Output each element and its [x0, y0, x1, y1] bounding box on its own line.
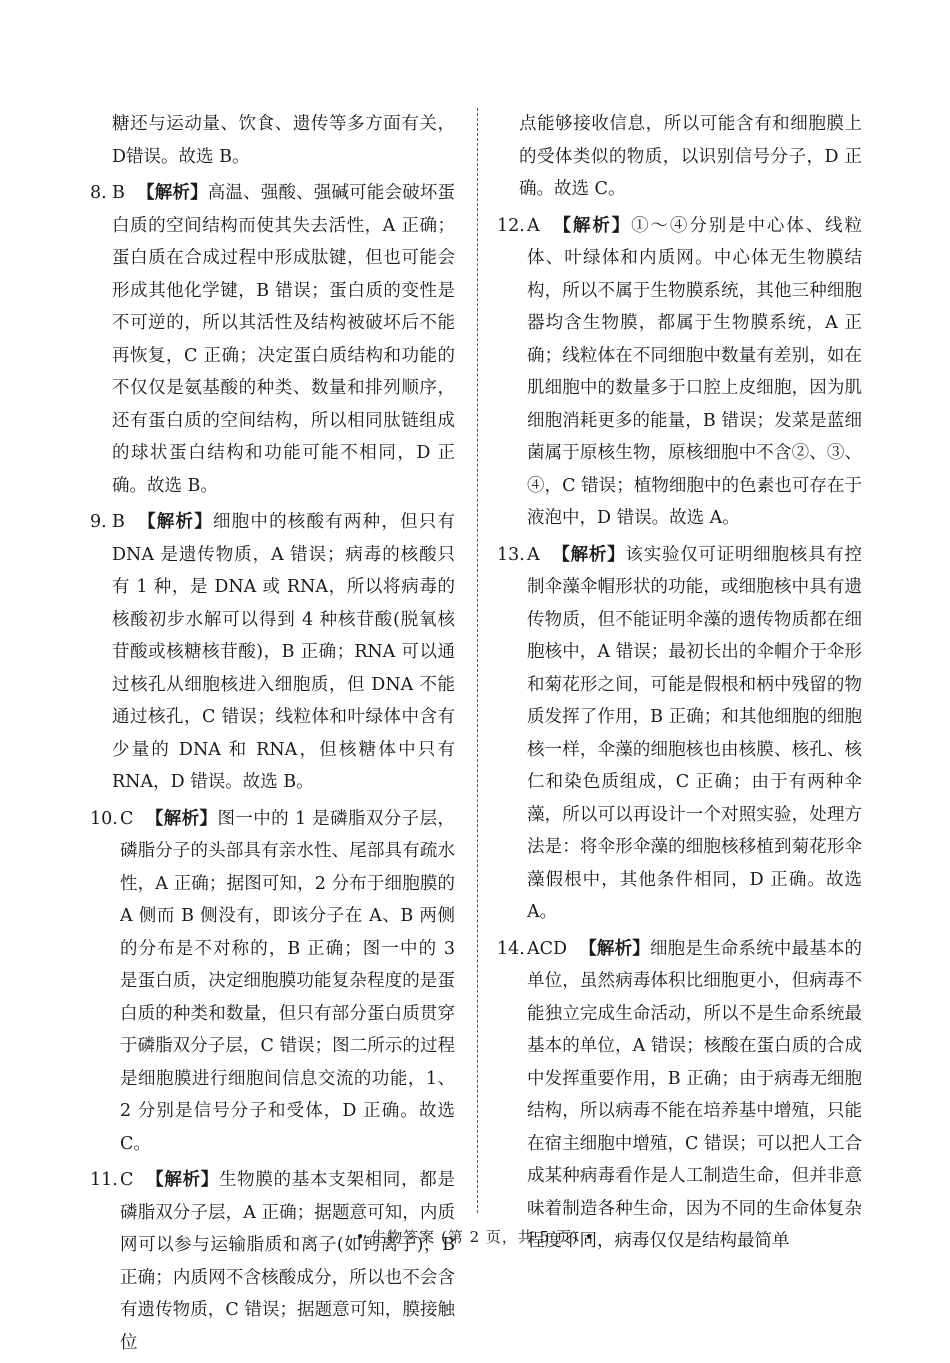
- analysis-tag: 【解析】: [136, 512, 213, 532]
- analysis-text: 该实验仅可证明细胞核具有控制伞藻伞帽形状的功能，或细胞核中具有遗传物质，但不能证明伞藻的遗传物质都在细胞核中，A 错误；最初长出的伞帽介于伞形和菊花形之间，可能是假根和柄中残留的物质发挥了作用，B 正确；和其他细胞的细胞核一样，伞藻的细胞核也由核膜、核孔、核仁和染色质组成，C 正确；由于有两种伞藻，所以可以再设计一个对照实验，处理方法是：将伞形伞藻的细胞核移植到菊花形伞藻假根中，其他条件相同，D 正确。故选 A。: [527, 544, 863, 922]
- answer-item-12: [497, 210, 862, 535]
- answer-letter: B: [112, 512, 125, 532]
- answer-item-9: [90, 506, 455, 799]
- answer-letter: ACD: [527, 938, 568, 959]
- column-divider: [477, 108, 478, 1213]
- analysis-tag: 【解析】: [145, 808, 218, 829]
- item-number: 9.: [90, 512, 107, 532]
- right-intro-text: 点能够接收信息，所以可能含有和细胞膜上的受体类似的物质，以识别信号分子，D 正确。故选 C。: [519, 114, 862, 199]
- answer-letter: B: [112, 183, 125, 203]
- answer-item-10: [90, 803, 455, 1161]
- analysis-text: 细胞是生命系统中最基本的单位，虽然病毒体积比细胞更小，但病毒不能独立完成生命活动，所以不是生命系统最基本的单位，A 错误；核酸在蛋白质的合成中发挥重要作用，B 正确；由于病毒无细胞结构，所以病毒不能在培养基中增殖，只能在宿主细胞中增殖，C 错误；可以把人工合成某种病毒看作是人工制造生命，但并非意味着制造各种生命，因为不同的生命体复杂程度不同，病毒仅仅是结构最简单: [527, 938, 863, 1251]
- answer-item-8: [90, 177, 455, 502]
- analysis-tag: 【解析】: [136, 183, 208, 203]
- left-column: [90, 108, 455, 1363]
- item-number: 11.: [90, 1170, 118, 1190]
- answer-letter: A: [527, 215, 540, 236]
- analysis-text: ①～④分别是中心体、线粒体、叶绿体和内质网。中心体无生物膜结构，所以不属于生物膜系统，其他三种细胞器均含生物膜，都属于生物膜系统，A 正确；线粒体在不同细胞中数量有差别，如在肌细胞中的数量多于口腔上皮细胞，因为肌细胞消耗更多的能量，B 错误；发菜是蓝细菌属于原核生物，原核细胞中不含②、③、④，C 错误；植物细胞中的色素也可存在于液泡中，D 错误。故选 A。: [527, 215, 863, 528]
- right-column: [497, 108, 862, 1262]
- item-number: 8.: [90, 183, 107, 203]
- analysis-text: 细胞中的核酸有两种，但只有 DNA 是遗传物质，A 错误；病毒的核酸只有 1 种，是 DNA 或 RNA，所以将病毒的核酸初步水解可以得到 4 种核苷酸(脱氧核苷酸或核糖核苷酸)，B 正确；RNA 可以通过核孔从细胞核进入细胞质，但 DNA 不能通过核孔，C 错误；线粒体和叶绿体中含有少量的 DNA 和 RNA，但核糖体中只有 RNA，D 错误。故选 B。: [112, 512, 456, 792]
- analysis-text: 生物膜的基本支架相同，都是磷脂双分子层，A 正确；据题意可知，内质网可以参与运输脂质和离子(如钙离子)，B 正确；内质网不含核酸成分，所以也不会含有遗传物质，C 错误；据题意可知，膜接触位: [120, 1170, 455, 1353]
- answer-letter: C: [120, 1170, 134, 1190]
- answer-item-14: [497, 933, 862, 1258]
- analysis-tag: 【解析】: [145, 1170, 219, 1190]
- left-intro-text: 糖还与运动量、饮食、遗传等多方面有关，D错误。故选 B。: [112, 114, 455, 167]
- answer-item-13: [497, 539, 862, 929]
- page-footer: • 生物答案 (第 2 页，共 5 页) •: [355, 1228, 595, 1246]
- answer-letter: C: [120, 808, 134, 829]
- answer-item-11: [90, 1164, 455, 1359]
- answer-letter: A: [527, 544, 540, 565]
- analysis-text: 图一中的 1 是磷脂双分子层，磷脂分子的头部具有亲水性、尾部具有疏水性，A 正确；据图可知，2 分布于细胞膜的 A 侧而 B 侧没有，即该分子在 A、B 两侧的分布是不对称的，B 正确；图一中的 3 是蛋白质，决定细胞膜功能复杂程度的是蛋白质的种类和数量，但只有部分蛋白质贯穿于磷脂双分子层，C 错误；图二所示的过程是细胞膜进行细胞间信息交流的功能，1、2 分别是信号分子和受体，D 正确。故选 C。: [120, 808, 455, 1154]
- item-number: 12.: [497, 215, 525, 236]
- analysis-tag: 【解析】: [579, 938, 650, 959]
- item-number: 10.: [90, 808, 118, 829]
- analysis-text: 高温、强酸、强碱可能会破坏蛋白质的空间结构而使其失去活性，A 正确；蛋白质在合成过程中形成肽键，但也可能会形成其他化学键，B 错误；蛋白质的变性是不可逆的，所以其活性及结构被破坏后不能再恢复，C 正确；决定蛋白质结构和功能的不仅仅是氨基酸的种类、数量和排列顺序，还有蛋白质的空间结构，所以相同肽链组成的球状蛋白结构和功能可能不相同，D 正确。故选 B。: [112, 183, 456, 496]
- analysis-tag: 【解析】: [551, 544, 626, 565]
- analysis-tag: 【解析】: [551, 215, 632, 236]
- item-number: 13.: [497, 544, 525, 565]
- item-number: 14.: [497, 938, 525, 959]
